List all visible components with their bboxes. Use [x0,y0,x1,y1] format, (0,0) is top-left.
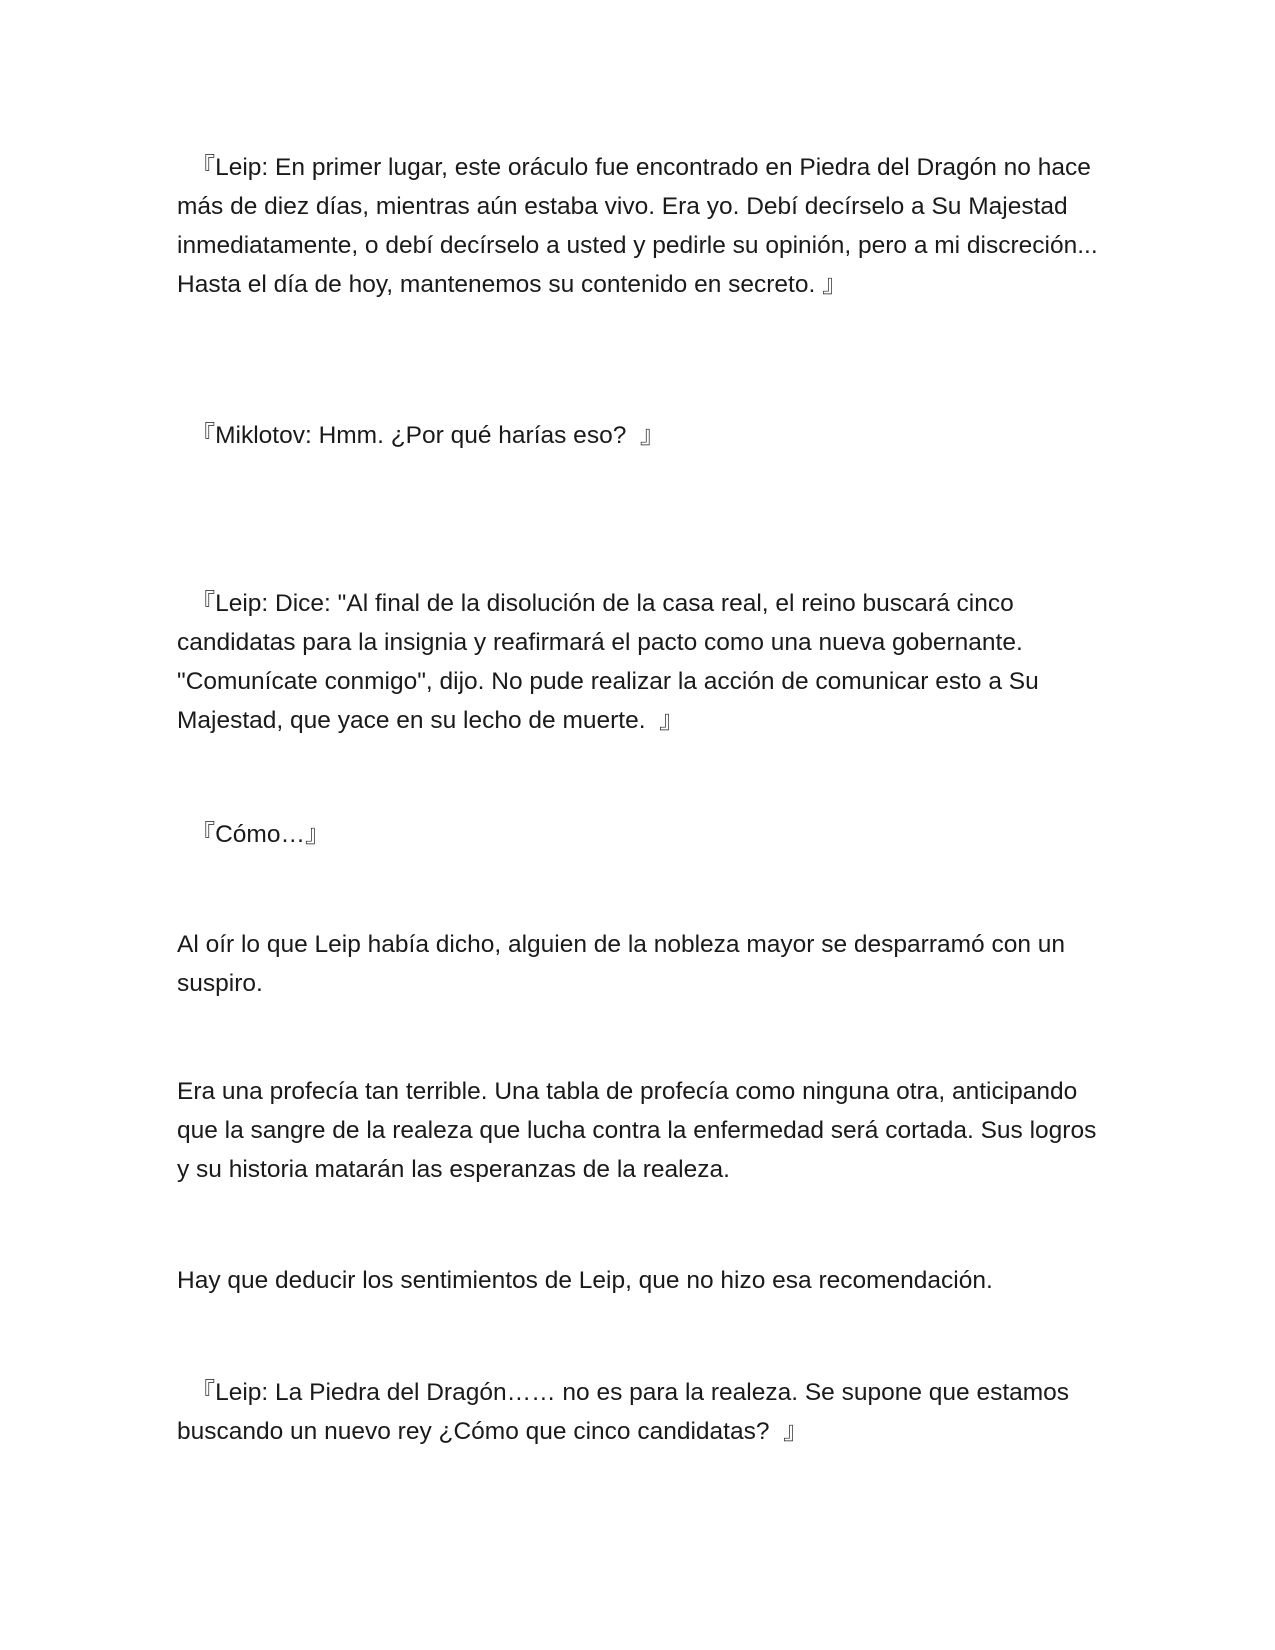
paragraph-leip-feelings: Hay que deducir los sentimientos de Leip, que no hizo esa recomendación. [177,1267,993,1294]
paragraph-miklotov-question: 『Miklotov: Hmm. ¿Por qué harías eso? 』 [177,422,665,449]
paragraph-leip-dragon-stone: 『Leip: La Piedra del Dragón…… no es para la realeza. Se supone que estamos buscando un nuevo rey ¿Cómo que cinco candidatas? 』 [177,1379,1076,1445]
paragraph-terrible-prophecy: Era una profecía tan terrible. Una tabla de profecía como ninguna otra, anticipando que la sangre de la realeza que lucha contra la enfermedad será cortada. Sus logros y su historia matarán las esperanzas de la realeza. [177,1078,1104,1183]
paragraph-leip-oracle: 『Leip: En primer lugar, este oráculo fue encontrado en Piedra del Dragón no hace más de diez días, mientras aún estaba vivo. Era yo. Debí decírselo a Su Majestad inmediatamente, o debí decírselo a usted y pedirle su opinión, pero a mi discreción... Hasta el día de hoy, mantenemos su contenido en secreto. 』 [177,154,1105,298]
paragraph-como: 『Cómo…』 [177,821,330,848]
paragraph-nobleman-sigh: Al oír lo que Leip había dicho, alguien de la nobleza mayor se desparramó con un suspiro. [177,931,1072,997]
paragraph-leip-prophecy: 『Leip: Dice: "Al final de la disolución de la casa real, el reino buscará cinco candidatas para la insignia y reafirmará el pacto como una nueva gobernante. "Comunícate conmigo", dijo. No pude realizar la acción de comunicar esto a Su Majestad, que yace en su lecho de muerte. 』 [177,590,1046,734]
